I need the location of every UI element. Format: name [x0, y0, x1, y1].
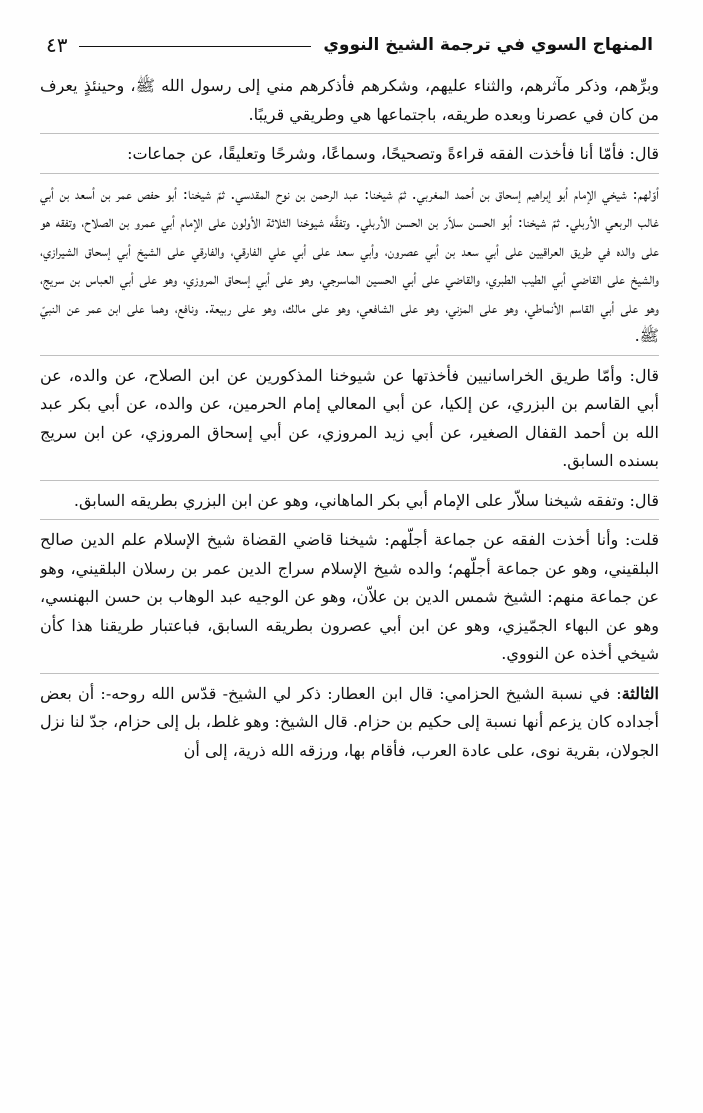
header-rule [79, 46, 311, 47]
page-body [40, 72, 659, 1103]
paragraph-sallar: قال: وتفقه شيخنا سلاّر على الإمام أبي بكر الماهاني، وهو عن ابن البزري بطريقه السابق. [40, 487, 659, 521]
page-header [46, 28, 653, 62]
page-number: ٤٣ [46, 33, 68, 57]
paragraph-author-chain: قلت: وأنا أخذت الفقه عن جماعة أجلّهم: شيخنا قاضي القضاة شيخ الإسلام علم الدين صالح البلقيني، وهو عن جماعة أجلّهم؛ والده شيخ الإسلام سراج الدين عمر بن رسلان البلقيني، وهو عن جماعة منهم: الشيخ شمس الدين بن علاّن، وهو عن الوجيه عبد الوهاب بن حسن البهنسي، وهو عن البهاء الجمّيزي، وهو عن ابن أبي عصرون بطريقه السابق، فباعتبار طريقنا هذا كأن شيخي أخذه عن النووي. [40, 526, 659, 674]
paragraph-fiqh-teachers: قال: فأمّا أنا فأخذت الفقه قراءةً وتصحيحًا، وسماعًا، وشرحًا وتعليقًا، عن جماعات: [40, 140, 659, 174]
paragraph-iraqi-chain: أوّلهم: شيخي الإمام أبو إبراهيم إسحاق بن أحمد المغربي. ثمّ شيخنا: عبد الرحمن بن نوح المقدسي. ثمّ شيخنا: أبو حفص عمر بن أسعد بن أبي غالب الربعي الأربلي. ثمّ شيخنا: أبو الحسن سلاّر بن الحسن الأربلي. وتفقَّه شيوخنا الثلاثة الأولون على الإمام أبي عمرو بن الصلاح، وتفقه هو على والده في طريق العراقيين على أبي سعد بن أبي عصرون، وأبي سعد على أبي علي الفارقي، والفارقي على الشيخ أبي إسحاق الشيرازي، والشيخ على القاضي أبي الطيب الطبري، والقاضي على أبي الحسين الماسرجي، وهو على أبي إسحاق المروزي، وهو على أبي العباس بن سريج، وهو على أبي القاسم الأنماطي، وهو على المزني، وهو على الشافعي، وهو على مالك، وهو على ربيعة. ونافع، وهما على ابن عمر عن النبيّ ﷺ. [40, 180, 659, 356]
paragraph-third-nisba [40, 680, 659, 766]
section-lead: الثالثة [621, 683, 659, 703]
paragraph-third-nisba-text: : في نسبة الشيخ الحزامي: قال ابن العطار: ذكر لي الشيخ- قدّس الله روحه-: أن بعض أجداده كان يزعم أنها نسبة إلى حكيم بن حزام. قال الشيخ: وهو غلط، بل إلى حزام، جدّ لنا نزل الجولان، بقرية نوى، على عادة العرب، فأقام بها، ورزقه الله ذرية، إلى أن [40, 683, 659, 760]
paragraph-opening: وبرِّهم، وذكر مآثرهم، والثناء عليهم، وشكرهم فأذكرهم مني إلى رسول الله ﷺ، وحينئذٍ يعرف من كان في عصرنا وبعده طريقه، باجتماعها هي وطريقي قريبًا. [40, 72, 659, 134]
paragraph-khurasani-chain: قال: وأمّا طريق الخراسانيين فأخذتها عن شيوخنا المذكورين عن ابن الصلاح، عن والده، عن أبي القاسم بن البزري، عن إلكيا، عن أبي المعالي إمام الحرمين، عن والده، عن أبي بكر عبد الله بن أحمد القفال الصغير، عن أبي زيد المروزي، عن أبي إسحاق المروزي، عن ابن سريج بسنده السابق. [40, 362, 659, 481]
running-title: المنهاج السوي في ترجمة الشيخ النووي [323, 35, 653, 55]
